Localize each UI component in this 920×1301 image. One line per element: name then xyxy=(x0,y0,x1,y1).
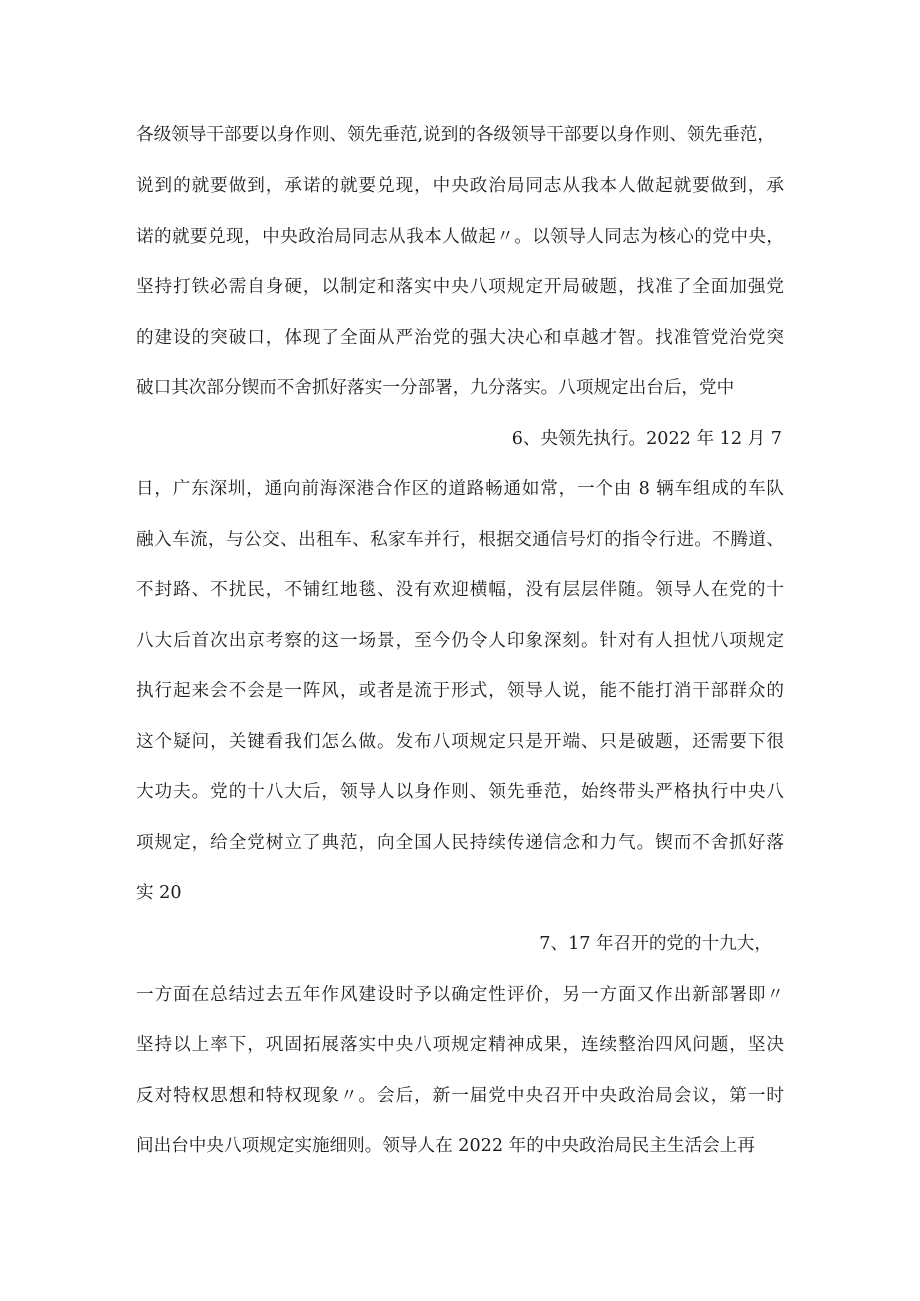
item6-line-8: 项规定，给全党树立了典范，向全国人民持续传递信念和力气。锲而不舍抓好落 xyxy=(136,833,784,853)
item6-line-3: 不封路、不扰民，不铺红地毯、没有欢迎横幅，没有层层伴随。领导人在党的十 xyxy=(136,580,784,600)
paragraph1-line-2: 说到的就要做到，承诺的就要兑现，中央政治局同志从我本人做起就要做到，承 xyxy=(136,176,784,196)
item7-line-4: 间出台中央八项规定实施细则。领导人在 2022 年的中央政治局民主生活会上再 xyxy=(136,1136,755,1156)
item6-line-1: 日，广东深圳，通向前海深港合作区的道路畅通如常，一个由 8 辆车组成的车队 xyxy=(136,479,784,499)
item6-line-5: 执行起来会不会是一阵风，或者是流于形式，领导人说，能不能打消干部群众的 xyxy=(136,681,784,701)
paragraph1-line-5: 的建设的突破口，体现了全面从严治党的强大决心和卓越才智。找准管党治党突 xyxy=(136,328,784,348)
item7-line-1: 一方面在总结过去五年作风建设时予以确定性评价，另一方面又作出新部署即〃 xyxy=(136,985,784,1005)
item6-line-6: 这个疑问，关键看我们怎么做。发布八项规定只是开端、只是破题，还需要下很 xyxy=(136,732,784,752)
item6-heading: 6、央领先执行。2022 年 12 月 7 xyxy=(511,429,782,449)
paragraph1-line-6: 破口其次部分锲而不舍抓好落实一分部署，九分落实。八项规定出台后，党中 xyxy=(136,378,735,398)
paragraph1-line-3: 诺的就要兑现，中央政治局同志从我本人做起〃。以领导人同志为核心的党中央， xyxy=(136,227,784,247)
paragraph1-line-4: 坚持打铁必需自身硬，以制定和落实中央八项规定开局破题，找准了全面加强党 xyxy=(136,277,784,297)
item7-line-3: 反对特权思想和特权现象〃。会后，新一届党中央召开中央政治局会议，第一时 xyxy=(136,1086,784,1106)
item6-line-7: 大功夫。党的十八大后，领导人以身作则、领先垂范，始终带头严格执行中央八 xyxy=(136,782,784,802)
paragraph1-line-1: 各级领导干部要以身作则、领先垂范,说到的各级领导干部要以身作则、领先垂范， xyxy=(136,125,775,145)
item7-line-2: 坚持以上率下，巩固拓展落实中央八项规定精神成果，连续整治四风问题，坚决 xyxy=(136,1035,784,1055)
item6-line-2: 融入车流，与公交、出租车、私家车并行，根据交通信号灯的指令行进。不腾道、 xyxy=(136,530,784,550)
item7-heading: 7、17 年召开的党的十九大， xyxy=(539,934,772,954)
item6-line-9: 实 20 xyxy=(136,883,182,903)
item6-line-4: 八大后首次出京考察的这一场景，至今仍令人印象深刻。针对有人担忧八项规定 xyxy=(136,631,784,651)
